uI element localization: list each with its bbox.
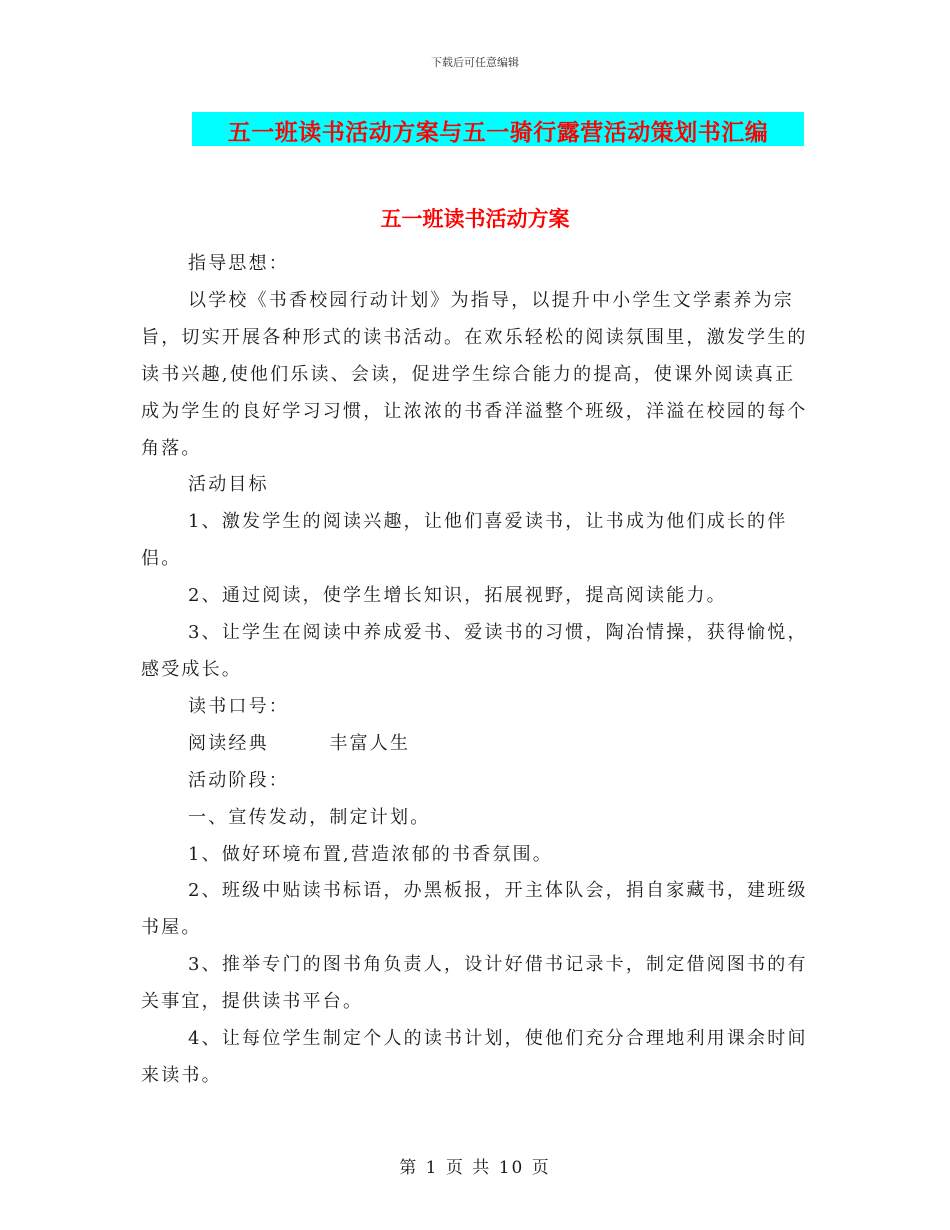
- paragraph: 阅读经典 丰富人生: [188, 732, 411, 754]
- document-title: 五一班读书活动方案与五一骑行露营活动策划书汇编: [227, 120, 769, 146]
- paragraph: 一、宣传发动，制定计划。: [188, 806, 431, 828]
- paragraph: 读书口号：: [188, 695, 289, 717]
- paragraph: 3、让学生在阅读中养成爱书、爱读书的习惯，陶冶情操，获得愉悦，感受成长。: [141, 622, 808, 680]
- page-number: 第 1 页 共 10 页: [399, 1158, 551, 1178]
- paragraph: 4、让每位学生制定个人的读书计划，使他们充分合理地利用课余时间来读书。: [141, 1028, 808, 1086]
- paragraph: 3、推举专门的图书角负责人，设计好借书记录卡，制定借阅图书的有关事宜，提供读书平台。: [141, 954, 808, 1013]
- paragraph: 活动目标: [188, 474, 269, 496]
- paragraph: 指导思想：: [188, 253, 289, 274]
- paragraph: 以学校《书香校园行动计划》为指导，以提升中小学生文学素养为宗旨，切实开展各种形式的读书活动。在欢乐轻松的阅读氛围里，激发学生的读书兴趣,使他们乐读、会读，促进学生综合能力的提高，使课外阅读真正成为学生的良好学习习惯，让浓浓的书香洋溢整个班级，洋溢在校园的每个角落。: [141, 289, 808, 459]
- paragraph: 活动阶段：: [188, 769, 289, 791]
- document-body: [141, 246, 811, 1095]
- header-note: 下载后可任意编辑: [431, 56, 519, 69]
- paragraph: 2、通过阅读，使学生增长知识，拓展视野，提高阅读能力。: [188, 585, 727, 607]
- paragraph: 2、班级中贴读书标语，办黑板报，开主体队会，捐自家藏书，建班级书屋。: [141, 880, 808, 939]
- paragraph: 1、激发学生的阅读兴趣，让他们喜爱读书，让书成为他们成长的伴侣。: [141, 511, 788, 570]
- paragraph: 1、做好环境布置,营造浓郁的书香氛围。: [188, 843, 553, 865]
- section-title: 五一班读书活动方案: [380, 207, 570, 231]
